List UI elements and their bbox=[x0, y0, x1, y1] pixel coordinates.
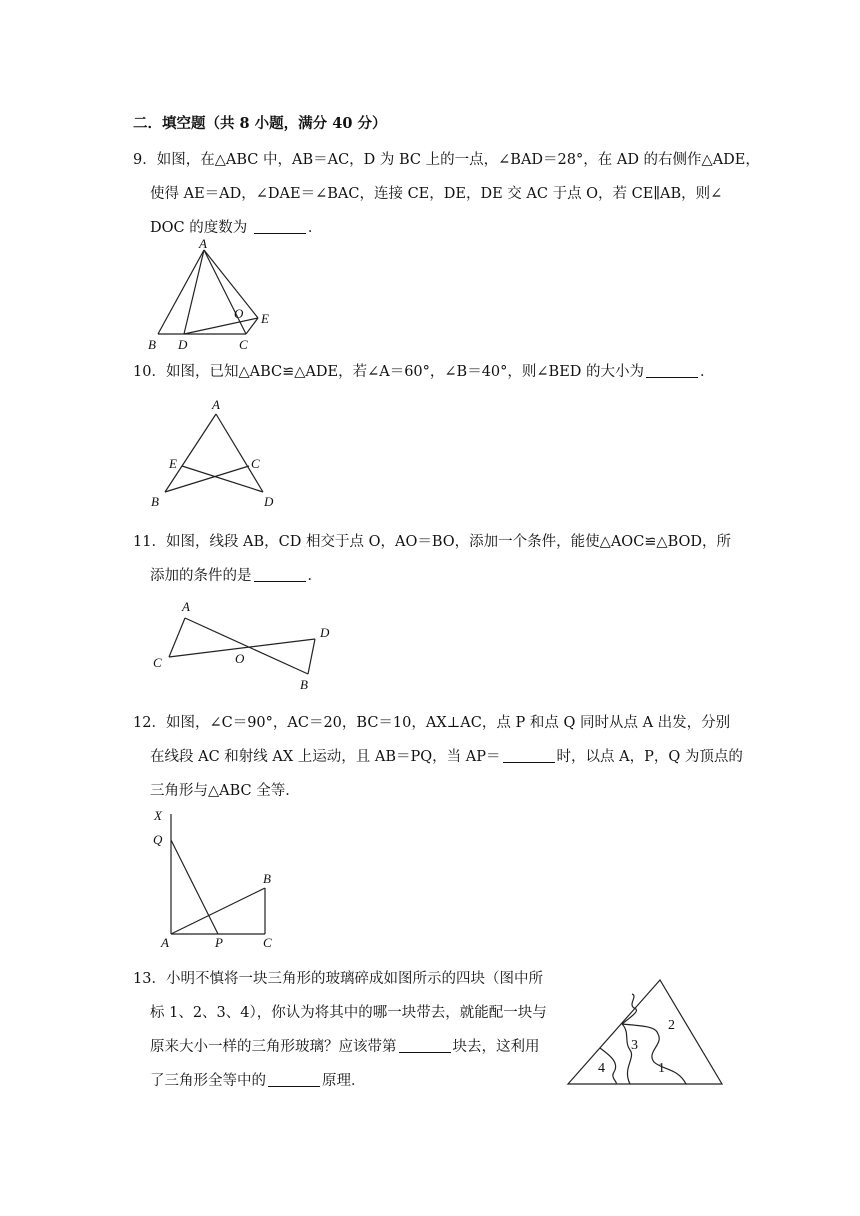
q11-answer-blank[interactable] bbox=[254, 567, 306, 582]
q10-seg-ad bbox=[216, 414, 263, 492]
q13-line4 bbox=[150, 1069, 366, 1090]
q9-line2: 使得 AE＝AD，∠DAE＝∠BAC，连接 CE，DE，DE 交 AC 于点 O，若 CE∥AB，则∠ bbox=[150, 186, 723, 202]
q9-seg-ab bbox=[158, 250, 204, 334]
q12-line1: 12．如图，∠C＝90°，AC＝20，BC＝10，AX⊥AC，点 P 和点 Q 同时从点 A 出发，分别 bbox=[133, 715, 731, 731]
q10-label-d: D bbox=[264, 494, 274, 509]
q12-line2-pre: 在线段 AC 和射线 AX 上运动，且 AB＝PQ，当 AP＝ bbox=[150, 749, 501, 765]
q10-line1-pre: 10．如图，已知△ABC≌△ADE，若∠A＝60°，∠B＝40°，则∠BED 的大小为 bbox=[133, 364, 645, 380]
q13-answer-blank-2[interactable] bbox=[268, 1072, 320, 1087]
q10-label-c: C bbox=[251, 456, 260, 471]
q10-line1 bbox=[133, 360, 715, 381]
q13-label-3: 3 bbox=[631, 1038, 638, 1053]
q13-crack-3-1 bbox=[622, 1024, 632, 1084]
q10-seg-bc bbox=[165, 466, 249, 492]
q11-line1: 11．如图，线段 AB，CD 相交于点 O，AO＝BO，添加一个条件，能使△AOC≌△BOD，所 bbox=[133, 534, 732, 550]
q9-line3 bbox=[150, 216, 322, 237]
q12-figure bbox=[148, 806, 288, 952]
q12-answer-blank[interactable] bbox=[503, 748, 555, 763]
q12-label-c: C bbox=[263, 935, 272, 950]
q10-label-b: B bbox=[151, 494, 159, 509]
section-title: 二．填空题（共 8 小题，满分 40 分） bbox=[133, 115, 387, 132]
q10-seg-ab bbox=[165, 414, 216, 492]
q9-figure bbox=[140, 236, 290, 354]
q9-label-a: A bbox=[199, 236, 207, 251]
q13-line4-post: 原理． bbox=[322, 1073, 366, 1089]
q10-label-e: E bbox=[169, 456, 177, 471]
q11-line2 bbox=[150, 564, 322, 585]
q11-label-c: C bbox=[153, 655, 162, 670]
q13-label-1: 1 bbox=[658, 1061, 665, 1076]
q11-label-o: O bbox=[235, 651, 245, 666]
q13-label-4: 4 bbox=[598, 1061, 605, 1076]
q9-label-e: E bbox=[261, 311, 269, 326]
q13-label-2: 2 bbox=[668, 1018, 675, 1033]
q13-line2: 标 1、2、3、4），你认为将其中的哪一块带去，就能配一块与 bbox=[150, 1005, 547, 1021]
q11-seg-ab bbox=[185, 618, 308, 674]
q11-label-d: D bbox=[320, 625, 330, 640]
q13-line1: 13．小明不慎将一块三角形的玻璃碎成如图所示的四块（图中所 bbox=[133, 971, 543, 987]
q13-line3 bbox=[150, 1035, 540, 1056]
q10-answer-blank[interactable] bbox=[646, 363, 698, 378]
q12-seg-qp bbox=[171, 840, 218, 934]
q12-line3: 三角形与△ABC 全等． bbox=[150, 783, 300, 799]
q9-seg-ae bbox=[204, 250, 258, 318]
q13-line4-pre: 了三角形全等中的 bbox=[150, 1073, 266, 1089]
q12-label-p: P bbox=[215, 935, 223, 950]
q11-label-a: A bbox=[182, 599, 190, 614]
q13-line3-pre: 原来大小一样的三角形玻璃？应该带第 bbox=[150, 1039, 397, 1055]
q9-seg-ad bbox=[184, 250, 204, 334]
q9-label-o: O bbox=[234, 306, 244, 321]
q13-answer-blank-1[interactable] bbox=[399, 1038, 451, 1053]
q9-label-d: D bbox=[178, 337, 188, 352]
q12-seg-ab bbox=[171, 888, 265, 934]
q13-figure bbox=[560, 972, 730, 1090]
q9-line3-pre: DOC 的度数为 bbox=[150, 220, 248, 236]
q12-line2 bbox=[150, 745, 743, 766]
q12-label-x: X bbox=[154, 808, 162, 823]
q11-seg-bd bbox=[308, 639, 315, 674]
q10-figure bbox=[145, 394, 285, 512]
q12-label-q: Q bbox=[153, 832, 163, 847]
q13-line3-post: 块去，这利用 bbox=[452, 1039, 540, 1055]
q9-label-b: B bbox=[148, 337, 156, 352]
q9-answer-blank[interactable] bbox=[254, 219, 306, 234]
q11-line2-pre: 添加的条件的是 bbox=[150, 568, 252, 584]
q12-line2-post: 时，以点 A，P，Q 为顶点的 bbox=[556, 749, 743, 765]
q12-label-a: A bbox=[161, 935, 169, 950]
q13-triangle bbox=[568, 980, 722, 1084]
q11-line2-post: ． bbox=[307, 568, 322, 584]
q10-label-a: A bbox=[212, 397, 220, 412]
q10-line1-post: ． bbox=[700, 364, 715, 380]
q12-label-b: B bbox=[263, 871, 271, 886]
q9-line1: 9．如图，在△ABC 中，AB＝AC，D 为 BC 上的一点，∠BAD＝28°，在 AD 的右侧作△ADE， bbox=[133, 152, 760, 168]
q11-label-b: B bbox=[300, 677, 308, 692]
q11-seg-ac bbox=[169, 618, 185, 657]
q9-line3-post: ． bbox=[307, 220, 323, 236]
q9-label-c: C bbox=[239, 337, 248, 352]
q11-figure bbox=[145, 596, 345, 694]
q9-seg-de bbox=[184, 318, 258, 334]
